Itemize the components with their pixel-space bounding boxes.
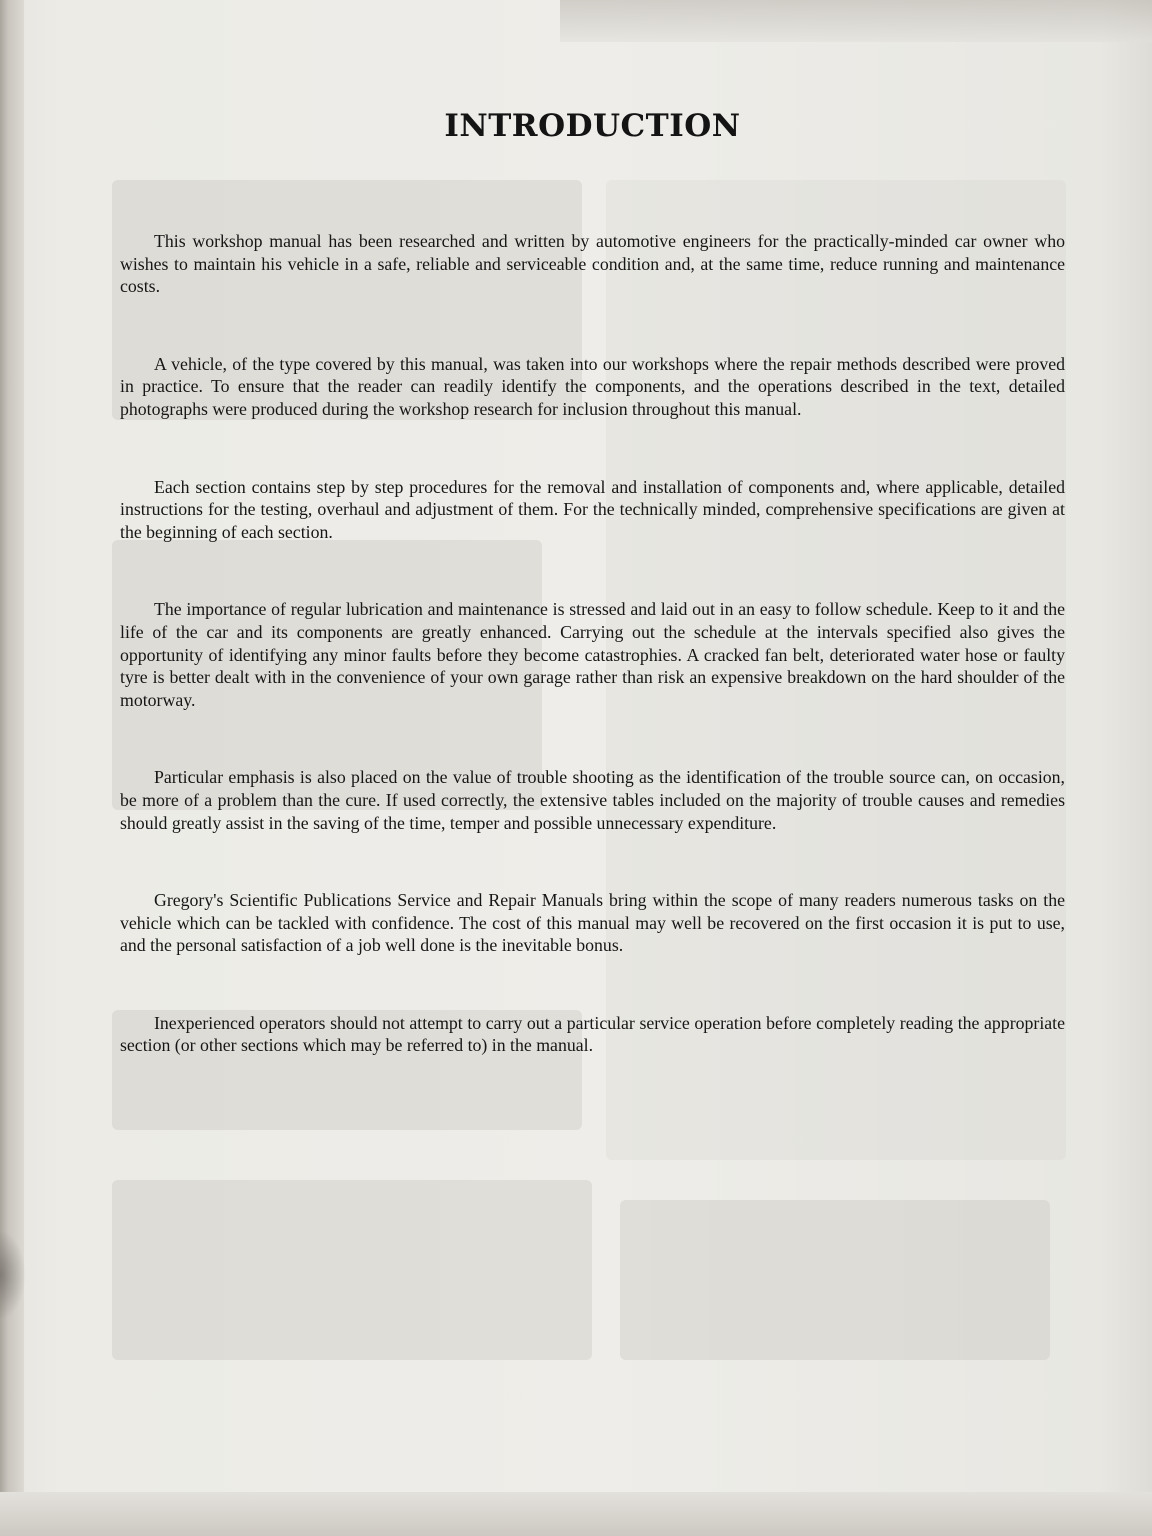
paragraph-3: Each section contains step by step procedures for the removal and installation of components and, where applicable, detailed instructions for the testing, overhaul and adjustment of them. For the technically minded, comprehensive specifications are given at the beginning of each section.: [120, 476, 1065, 542]
paragraph-6: Gregory's Scientific Publications Service and Repair Manuals bring within the scope of many readers numerous tasks on the vehicle which can be tackled with confidence. The cost of this manual may well be recovered on the first occasion it is put to use, and the personal satisfaction of a job well done is the inevitable bonus.: [120, 890, 1065, 956]
document-body: [120, 108, 1065, 1112]
page-title: INTRODUCTION: [444, 108, 741, 144]
paragraph-1: This workshop manual has been researched and written by automotive engineers for the practically-minded car owner who wishes to maintain his vehicle in a safe, reliable and serviceable condition and, at the same time, reduce running and maintenance costs.: [120, 231, 1065, 297]
show-through-image-right: [620, 1200, 1050, 1360]
paragraph-5: Particular emphasis is also placed on the value of trouble shooting as the identification of the trouble source can, on occasion, be more of a problem than the cure. If used correctly, the extensive tables included on the majority of trouble causes and remedies should greatly assist in the saving of the time, temper and possible unnecessary expenditure.: [120, 767, 1065, 833]
paragraph-2: A vehicle, of the type covered by this manual, was taken into our workshops where the repair methods described were proved in practice. To ensure that the reader can readily identify the components, and the operations described in the text, detailed photographs were produced during the workshop research for inclusion throughout this manual.: [120, 353, 1065, 419]
page-bottom-edge: [0, 1492, 1152, 1536]
page-top-edge: [560, 0, 1152, 42]
show-through-image-tools: [112, 1180, 592, 1360]
paragraph-7: Inexperienced operators should not attempt to carry out a particular service operation before completely reading the appropriate section (or other sections which may be referred to) in the manual.: [120, 1012, 1065, 1056]
page-smudge: [0, 1230, 26, 1320]
paragraph-4: The importance of regular lubrication and maintenance is stressed and laid out in an easy to follow schedule. Keep to it and the life of the car and its components are greatly enhanced. Carrying out the schedule at the intervals specified also gives the opportunity of identifying any minor faults before they become catastrophies. A cracked fan belt, deteriorated water hose or faulty tyre is better dealt with in the convenience of your own garage rather than risk an expensive breakdown on the hard shoulder of the motorway.: [120, 599, 1065, 710]
